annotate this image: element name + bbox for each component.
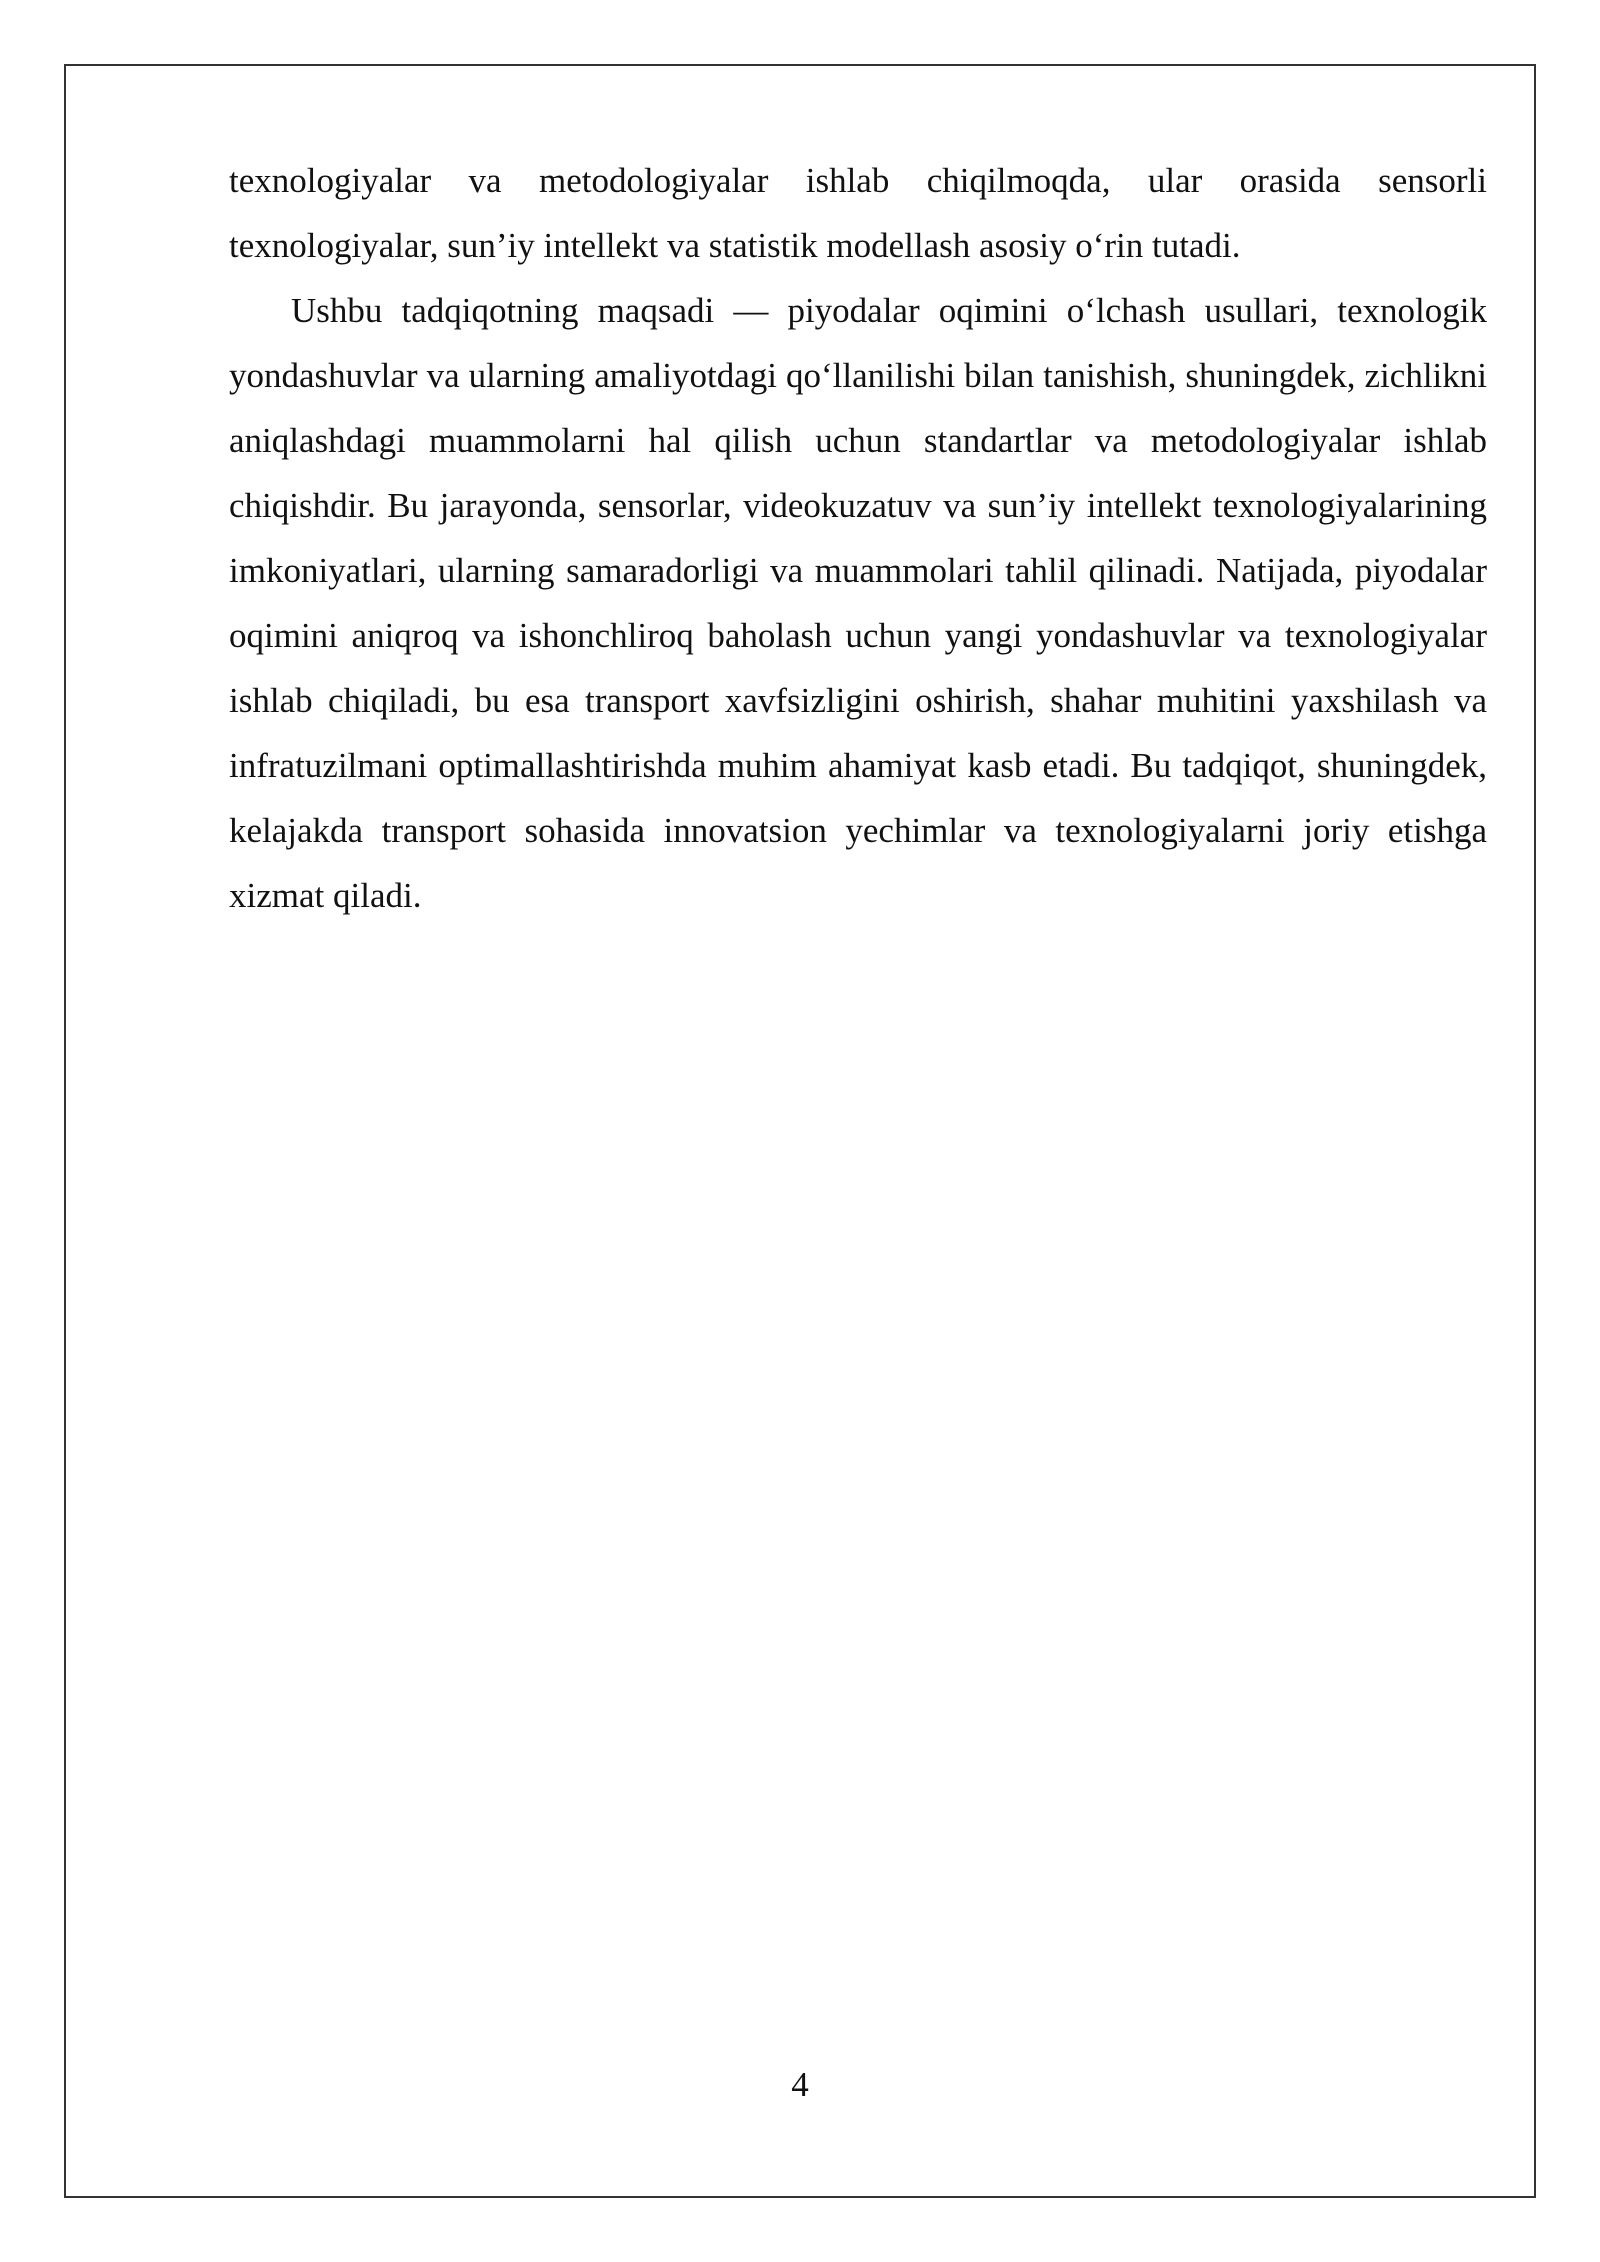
- document-body: [229, 148, 1487, 928]
- paragraph-continuation: texnologiyalar va metodologiyalar ishlab chiqilmoqda, ular orasida sensorli texnologiyalar, sun’iy intellekt va statistik modellash asosiy o‘rin tutadi.: [229, 161, 1487, 265]
- page-number: 4: [791, 2065, 809, 2104]
- paragraph-research-aim: Ushbu tadqiqotning maqsadi — piyodalar oqimini o‘lchash usullari, texnologik yondashuvlar va ularning amaliyotdagi qo‘llanilishi bilan tanishish, shuningdek, zichlikni aniqlashdagi muammolarni hal qilish uchun standartlar va metodologiyalar ishlab chiqishdir. Bu jarayonda, sensorlar, videokuzatuv va sun’iy intellekt texnologiyalarining imkoniyatlari, ularning samaradorligi va muammolari tahlil qilinadi. Natijada, piyodalar oqimini aniqroq va ishonchliroq baholash uchun yangi yondashuvlar va texnologiyalar ishlab chiqiladi, bu esa transport xavfsizligini oshirish, shahar muhitini yaxshilash va infratuzilmani optimallashtirishda muhim ahamiyat kasb etadi. Bu tadqiqot, shuningdek, kelajakda transport sohasida innovatsion yechimlar va texnologiyalarni joriy etishga xizmat qiladi.: [229, 291, 1487, 915]
